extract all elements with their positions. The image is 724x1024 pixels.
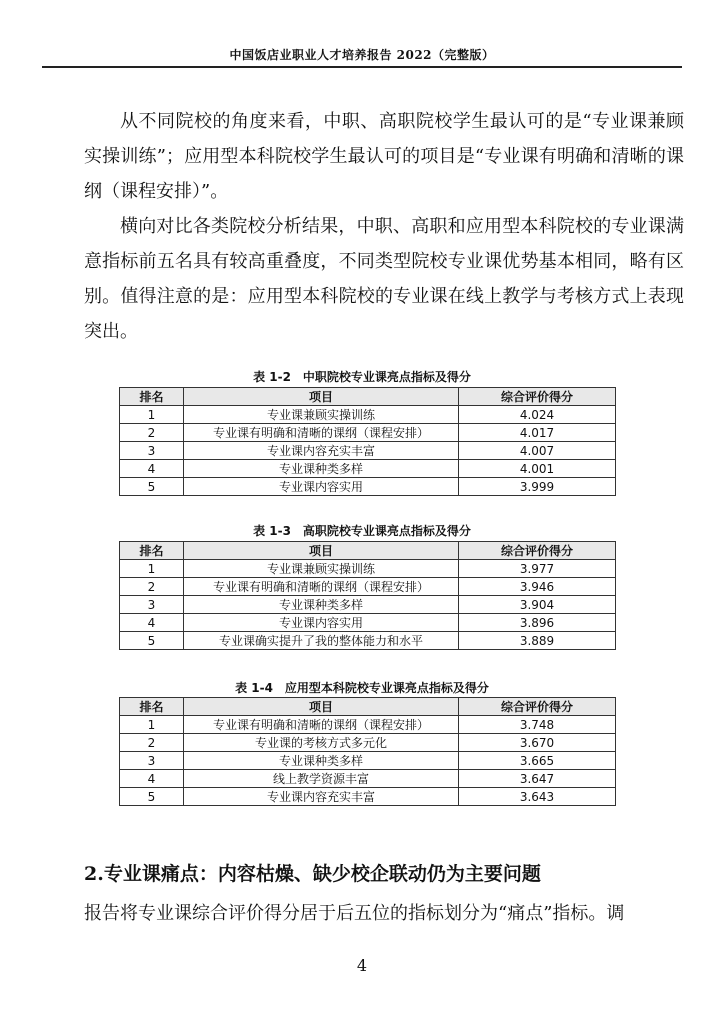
cell-rank: 3 bbox=[120, 596, 184, 614]
cell-item: 专业课兼顾实操训练 bbox=[184, 560, 459, 578]
paragraph-2: 横向对比各类院校分析结果，中职、高职和应用型本科院校的专业课满意指标前五名具有较高重叠度，不同类型院校专业课优势基本相同，略有区别。值得注意的是：应用型本科院校的专业课在线上教学与考核方式上表现突出。 bbox=[84, 216, 684, 342]
cell-rank: 4 bbox=[120, 770, 184, 788]
table-1-2 bbox=[119, 387, 616, 496]
cell-item: 专业课的考核方式多元化 bbox=[184, 734, 459, 752]
table-row bbox=[120, 632, 616, 650]
table-1-4 bbox=[119, 697, 616, 806]
running-header: 中国饭店业职业人才培养报告 2022（完整版） bbox=[229, 48, 495, 62]
cell-rank: 2 bbox=[120, 734, 184, 752]
table-row bbox=[120, 578, 616, 596]
paragraph-1: 从不同院校的角度来看，中职、高职院校学生最认可的是“专业课兼顾实操训练”；应用型本科院校学生最认可的项目是“专业课有明确和清晰的课纲（课程安排）”。 bbox=[84, 111, 684, 202]
cell-item: 专业课内容实用 bbox=[184, 478, 459, 496]
header-item: 项目 bbox=[184, 698, 459, 716]
cell-item: 专业课确实提升了我的整体能力和水平 bbox=[184, 632, 459, 650]
cell-item: 专业课内容充实丰富 bbox=[184, 788, 459, 806]
cell-score: 3.946 bbox=[459, 578, 616, 596]
table-row bbox=[120, 734, 616, 752]
cell-rank: 5 bbox=[120, 632, 184, 650]
cell-score: 3.748 bbox=[459, 716, 616, 734]
page-number: 4 bbox=[356, 956, 368, 975]
cell-item: 专业课内容实用 bbox=[184, 614, 459, 632]
table-1-3 bbox=[119, 541, 616, 650]
cell-score: 3.896 bbox=[459, 614, 616, 632]
cell-rank: 4 bbox=[120, 614, 184, 632]
table-row bbox=[120, 788, 616, 806]
cell-rank: 1 bbox=[120, 716, 184, 734]
cell-rank: 4 bbox=[120, 460, 184, 478]
table-header-row bbox=[120, 388, 616, 406]
cell-score: 4.017 bbox=[459, 424, 616, 442]
header-score: 综合评价得分 bbox=[459, 388, 616, 406]
cell-score: 3.977 bbox=[459, 560, 616, 578]
cell-item: 专业课有明确和清晰的课纲（课程安排） bbox=[184, 716, 459, 734]
cell-rank: 3 bbox=[120, 752, 184, 770]
cell-rank: 2 bbox=[120, 578, 184, 596]
table-row bbox=[120, 716, 616, 734]
cell-score: 4.024 bbox=[459, 406, 616, 424]
table-row bbox=[120, 614, 616, 632]
paragraph-3: 报告将专业课综合评价得分居于后五位的指标划分为“痛点”指标。调 bbox=[84, 903, 625, 924]
cell-rank: 1 bbox=[120, 560, 184, 578]
header-item: 项目 bbox=[184, 388, 459, 406]
cell-rank: 5 bbox=[120, 478, 184, 496]
cell-rank: 5 bbox=[120, 788, 184, 806]
header-score: 综合评价得分 bbox=[459, 698, 616, 716]
table-row bbox=[120, 442, 616, 460]
cell-item: 专业课有明确和清晰的课纲（课程安排） bbox=[184, 578, 459, 596]
cell-item: 专业课兼顾实操训练 bbox=[184, 406, 459, 424]
table-row bbox=[120, 424, 616, 442]
cell-rank: 2 bbox=[120, 424, 184, 442]
table-row bbox=[120, 770, 616, 788]
cell-score: 4.007 bbox=[459, 442, 616, 460]
table-header-row bbox=[120, 698, 616, 716]
table-row bbox=[120, 596, 616, 614]
cell-rank: 3 bbox=[120, 442, 184, 460]
cell-score: 4.001 bbox=[459, 460, 616, 478]
cell-item: 专业课种类多样 bbox=[184, 596, 459, 614]
table-row bbox=[120, 560, 616, 578]
table-1-4-caption: 表 1-4 应用型本科院校专业课亮点指标及得分 bbox=[235, 681, 489, 695]
cell-rank: 1 bbox=[120, 406, 184, 424]
cell-item: 专业课内容充实丰富 bbox=[184, 442, 459, 460]
cell-score: 3.889 bbox=[459, 632, 616, 650]
table-row bbox=[120, 460, 616, 478]
cell-item: 线上教学资源丰富 bbox=[184, 770, 459, 788]
table-header-row bbox=[120, 542, 616, 560]
cell-item: 专业课有明确和清晰的课纲（课程安排） bbox=[184, 424, 459, 442]
header-score: 综合评价得分 bbox=[459, 542, 616, 560]
cell-score: 3.643 bbox=[459, 788, 616, 806]
cell-score: 3.670 bbox=[459, 734, 616, 752]
cell-score: 3.647 bbox=[459, 770, 616, 788]
header-rank: 排名 bbox=[120, 388, 184, 406]
cell-item: 专业课种类多样 bbox=[184, 460, 459, 478]
table-row bbox=[120, 752, 616, 770]
header-rank: 排名 bbox=[120, 542, 184, 560]
header-item: 项目 bbox=[184, 542, 459, 560]
header-rule bbox=[42, 66, 682, 68]
cell-score: 3.904 bbox=[459, 596, 616, 614]
cell-item: 专业课种类多样 bbox=[184, 752, 459, 770]
section-heading: 2.专业课痛点：内容枯燥、缺少校企联动仍为主要问题 bbox=[84, 863, 541, 885]
cell-score: 3.665 bbox=[459, 752, 616, 770]
table-1-3-caption: 表 1-3 高职院校专业课亮点指标及得分 bbox=[253, 524, 471, 538]
cell-score: 3.999 bbox=[459, 478, 616, 496]
table-row bbox=[120, 406, 616, 424]
header-rank: 排名 bbox=[120, 698, 184, 716]
table-1-2-caption: 表 1-2 中职院校专业课亮点指标及得分 bbox=[253, 370, 471, 384]
table-row bbox=[120, 478, 616, 496]
